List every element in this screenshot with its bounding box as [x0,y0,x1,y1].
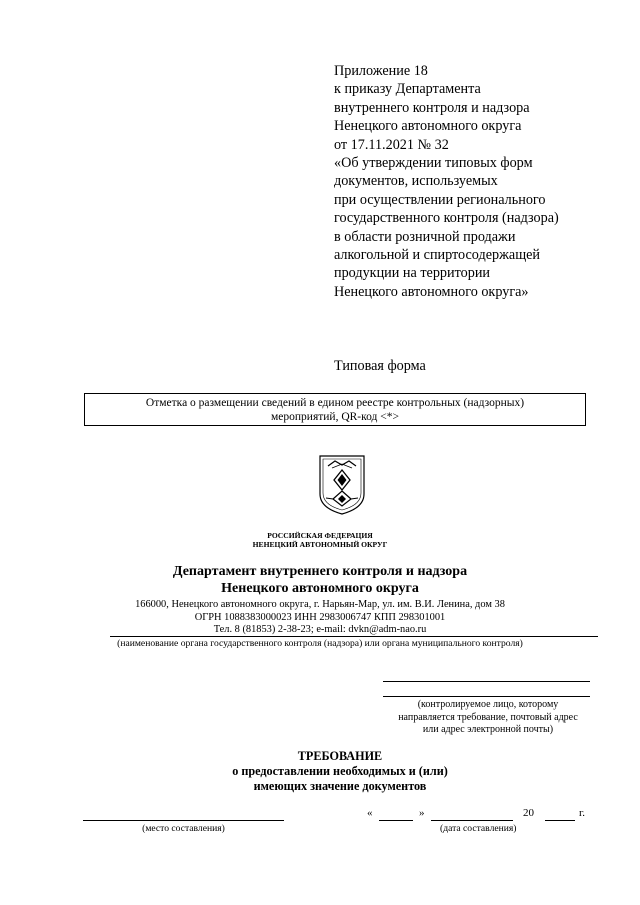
caption-line: направляется требование, почтовый адрес [398,711,578,723]
department-address [0,599,640,637]
department-line: Ненецкого автономного округа [221,581,419,596]
qr-box-line: Отметка о размещении сведений в едином реестре контрольных (надзорных) [145,397,525,409]
controlled-person-field[interactable] [383,681,590,682]
department-line: Департамент внутреннего контроля и надзора [172,564,468,579]
requirement-subtitle: имеющих значение документов [253,779,427,793]
appendix-line: алкогольной и спиртосодержащей [334,247,541,264]
date-caption: (дата составления) [440,823,517,834]
department-name [0,563,640,597]
century-label: 20 [523,807,534,819]
qr-box-line: мероприятий, QR-код <*> [271,411,399,423]
region-line: НЕНЕЦКИЙ АВТОНОМНЫЙ ОКРУГ [252,540,388,549]
form-type-label: Типовая форма [334,358,426,374]
appendix-line: «Об утверждении типовых форм [334,155,533,172]
org-caption: (наименование органа государственного контроля (надзора) или органа муниципального контроля) [117,638,523,649]
appendix-line: государственного контроля (надзора) [334,210,559,227]
appendix-line: Ненецкого автономного округа [334,118,522,135]
place-field[interactable] [83,820,284,821]
appendix-line: в области розничной продажи [334,228,516,245]
appendix-line: при осуществлении регионального [334,191,546,208]
appendix-block [334,62,624,301]
federation-line: РОССИЙСКАЯ ФЕДЕРАЦИЯ [267,531,373,540]
appendix-line: продукции на территории [334,265,490,282]
federation-heading [0,531,640,549]
divider-line [110,636,598,637]
appendix-line: Ненецкого автономного округа» [334,283,529,300]
controlled-person-caption [383,699,593,737]
close-quote: » [419,807,425,819]
place-caption: (место составления) [142,823,225,834]
caption-line: или адрес электронной почты) [422,724,554,736]
requirement-subtitle: о предоставлении необходимых и (или) [232,764,448,778]
year-suffix: г. [579,807,586,819]
controlled-person-field[interactable] [383,696,590,697]
requirement-title [0,749,640,794]
nao-coat-of-arms-icon [318,454,366,516]
month-field[interactable] [431,820,513,821]
address-line: 166000, Ненецкого автономного округа, г. Нарьян-Мар, ул. им. В.И. Ленина, дом 38 [135,599,505,610]
open-quote: « [367,807,373,819]
ogrn-line: ОГРН 1088383000023 ИНН 2983006747 КПП 298301001 [194,611,446,623]
appendix-line: внутреннего контроля и надзора [334,99,530,116]
appendix-line: к приказу Департамента [334,81,481,98]
appendix-line: от 17.11.2021 № 32 [334,136,449,153]
appendix-line: документов, используемых [334,173,498,190]
qr-code-box [84,393,586,426]
year-field[interactable] [545,820,575,821]
day-field[interactable] [379,820,413,821]
contacts-line: Тел. 8 (81853) 2-38-23; e-mail: dvkn@adm-nao.ru [213,624,427,635]
requirement-heading: ТРЕБОВАНИЕ [297,749,383,763]
appendix-line: Приложение 18 [334,63,428,79]
caption-line: (контролируемое лицо, которому [417,699,559,710]
